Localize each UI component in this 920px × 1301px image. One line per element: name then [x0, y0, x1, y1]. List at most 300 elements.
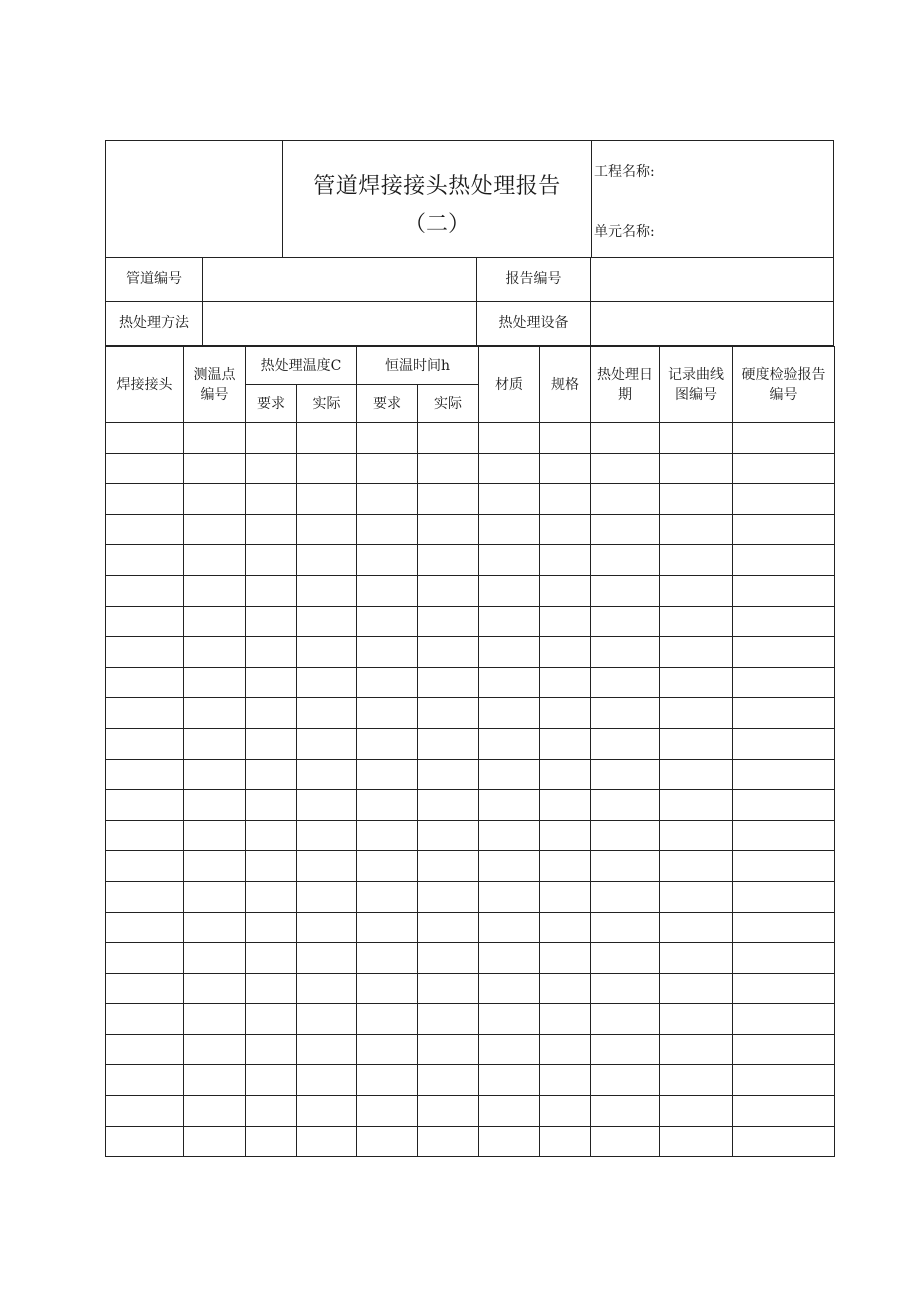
table-cell[interactable] — [479, 1096, 540, 1127]
table-cell[interactable] — [106, 484, 184, 515]
table-row — [106, 453, 835, 484]
table-cell[interactable] — [246, 851, 297, 882]
table-row — [106, 667, 835, 698]
table-cell[interactable] — [418, 912, 479, 943]
table-cell[interactable] — [479, 575, 540, 606]
table-cell[interactable] — [184, 545, 246, 576]
table-cell[interactable] — [106, 790, 184, 821]
report-no-label: 报告编号 — [505, 271, 562, 287]
table-cell[interactable] — [733, 1034, 835, 1065]
table-cell[interactable] — [246, 606, 297, 637]
table-cell[interactable] — [246, 1034, 297, 1065]
report-no-field[interactable] — [591, 258, 833, 301]
table-cell[interactable] — [479, 1065, 540, 1096]
table-cell[interactable] — [106, 973, 184, 1004]
table-cell[interactable] — [479, 606, 540, 637]
table-cell[interactable] — [246, 1126, 297, 1157]
heat-treatment-table — [105, 346, 835, 1157]
table-cell[interactable] — [184, 851, 246, 882]
table-cell[interactable] — [540, 728, 591, 759]
table-cell[interactable] — [540, 851, 591, 882]
table-cell[interactable] — [357, 423, 418, 454]
table-cell[interactable] — [733, 1065, 835, 1096]
table-cell[interactable] — [591, 667, 660, 698]
table-cell[interactable] — [733, 1096, 835, 1127]
table-cell[interactable] — [660, 1065, 733, 1096]
table-cell[interactable] — [660, 514, 733, 545]
table-cell[interactable] — [297, 1096, 357, 1127]
table-cell[interactable] — [246, 575, 297, 606]
col-date: 热处理日 期 — [591, 347, 660, 423]
table-cell[interactable] — [479, 423, 540, 454]
method-field[interactable] — [203, 302, 476, 345]
table-cell[interactable] — [297, 790, 357, 821]
table-cell[interactable] — [591, 1004, 660, 1035]
table-body — [106, 423, 835, 1157]
table-cell[interactable] — [246, 912, 297, 943]
table-cell[interactable] — [540, 912, 591, 943]
table-cell[interactable] — [479, 667, 540, 698]
table-cell[interactable] — [418, 881, 479, 912]
table-cell[interactable] — [660, 820, 733, 851]
table-cell[interactable] — [591, 1034, 660, 1065]
table-cell[interactable] — [106, 820, 184, 851]
table-cell[interactable] — [591, 790, 660, 821]
table-cell[interactable] — [246, 790, 297, 821]
table-cell[interactable] — [479, 728, 540, 759]
table-cell[interactable] — [246, 1004, 297, 1035]
table-cell[interactable] — [540, 484, 591, 515]
table-cell[interactable] — [479, 912, 540, 943]
report-header — [105, 140, 834, 258]
table-cell[interactable] — [184, 484, 246, 515]
table-cell[interactable] — [733, 912, 835, 943]
table-cell[interactable] — [540, 575, 591, 606]
table-cell[interactable] — [418, 1004, 479, 1035]
col-curve-no: 记录曲线 图编号 — [660, 347, 733, 423]
table-cell[interactable] — [660, 423, 733, 454]
pipe-no-field[interactable] — [203, 258, 476, 301]
table-cell[interactable] — [733, 453, 835, 484]
table-cell[interactable] — [106, 759, 184, 790]
table-cell[interactable] — [246, 484, 297, 515]
table-cell[interactable] — [297, 759, 357, 790]
table-cell[interactable] — [297, 1004, 357, 1035]
table-cell[interactable] — [591, 820, 660, 851]
table-cell[interactable] — [591, 912, 660, 943]
table-cell[interactable] — [540, 1004, 591, 1035]
table-row — [106, 698, 835, 729]
table-cell[interactable] — [106, 698, 184, 729]
table-cell[interactable] — [106, 851, 184, 882]
table-cell[interactable] — [357, 820, 418, 851]
table-cell[interactable] — [479, 851, 540, 882]
table-cell[interactable] — [297, 973, 357, 1004]
logo-area — [106, 141, 283, 257]
table-row — [106, 759, 835, 790]
table-cell[interactable] — [660, 484, 733, 515]
table-cell[interactable] — [357, 453, 418, 484]
table-cell[interactable] — [106, 1096, 184, 1127]
pipe-no-label: 管道编号 — [126, 271, 182, 287]
table-cell[interactable] — [660, 637, 733, 668]
table-cell[interactable] — [660, 943, 733, 974]
table-cell[interactable] — [297, 606, 357, 637]
col-measure-point-no: 测温点 编号 — [184, 347, 246, 423]
table-cell[interactable] — [660, 1096, 733, 1127]
table-cell[interactable] — [184, 1065, 246, 1096]
table-cell[interactable] — [479, 820, 540, 851]
table-cell[interactable] — [418, 637, 479, 668]
table-cell[interactable] — [591, 759, 660, 790]
table-cell[interactable] — [357, 606, 418, 637]
table-cell[interactable] — [184, 423, 246, 454]
table-cell[interactable] — [479, 790, 540, 821]
table-cell[interactable] — [297, 698, 357, 729]
table-cell[interactable] — [246, 943, 297, 974]
col-spec: 规格 — [540, 347, 591, 423]
table-cell[interactable] — [106, 728, 184, 759]
table-cell[interactable] — [660, 1004, 733, 1035]
table-cell[interactable] — [297, 943, 357, 974]
table-cell[interactable] — [297, 545, 357, 576]
table-cell[interactable] — [357, 1034, 418, 1065]
table-row — [106, 820, 835, 851]
table-cell[interactable] — [479, 484, 540, 515]
table-cell[interactable] — [297, 423, 357, 454]
table-cell[interactable] — [357, 790, 418, 821]
table-cell[interactable] — [184, 698, 246, 729]
table-cell[interactable] — [479, 698, 540, 729]
table-cell[interactable] — [184, 912, 246, 943]
table-cell[interactable] — [357, 1096, 418, 1127]
table-cell[interactable] — [418, 759, 479, 790]
table-cell[interactable] — [184, 606, 246, 637]
table-cell[interactable] — [357, 1126, 418, 1157]
table-cell[interactable] — [733, 667, 835, 698]
table-cell[interactable] — [479, 1004, 540, 1035]
table-cell[interactable] — [540, 514, 591, 545]
table-cell[interactable] — [106, 606, 184, 637]
table-cell[interactable] — [106, 453, 184, 484]
table-row — [106, 1065, 835, 1096]
table-cell[interactable] — [591, 1126, 660, 1157]
table-cell[interactable] — [184, 973, 246, 1004]
table-row — [106, 1004, 835, 1035]
table-cell[interactable] — [733, 1004, 835, 1035]
table-cell[interactable] — [540, 545, 591, 576]
table-cell[interactable] — [246, 1065, 297, 1096]
table-cell[interactable] — [733, 943, 835, 974]
table-cell[interactable] — [540, 606, 591, 637]
table-cell[interactable] — [184, 943, 246, 974]
table-cell[interactable] — [246, 545, 297, 576]
table-cell[interactable] — [184, 790, 246, 821]
table-cell[interactable] — [540, 790, 591, 821]
report-title: 管道焊接接头热处理报告 — [313, 174, 561, 199]
table-cell[interactable] — [540, 759, 591, 790]
table-cell[interactable] — [660, 575, 733, 606]
table-cell[interactable] — [479, 973, 540, 1004]
table-cell[interactable] — [297, 637, 357, 668]
table-cell[interactable] — [733, 637, 835, 668]
table-cell[interactable] — [418, 790, 479, 821]
col-weld-joint: 焊接接头 — [106, 347, 184, 423]
table-cell[interactable] — [357, 667, 418, 698]
table-row — [106, 851, 835, 882]
table-cell[interactable] — [540, 453, 591, 484]
table-row — [106, 973, 835, 1004]
col-material: 材质 — [479, 347, 540, 423]
table-cell[interactable] — [591, 943, 660, 974]
table-cell[interactable] — [297, 912, 357, 943]
table-cell[interactable] — [479, 759, 540, 790]
table-cell[interactable] — [418, 1096, 479, 1127]
col-hardness-no: 硬度检验报告 编号 — [733, 347, 835, 423]
table-row — [106, 423, 835, 454]
table-cell[interactable] — [660, 728, 733, 759]
table-cell[interactable] — [733, 881, 835, 912]
table-cell[interactable] — [591, 973, 660, 1004]
table-cell[interactable] — [479, 943, 540, 974]
table-cell[interactable] — [540, 820, 591, 851]
table-cell[interactable] — [297, 1065, 357, 1096]
table-cell[interactable] — [479, 881, 540, 912]
table-cell[interactable] — [184, 1004, 246, 1035]
table-cell[interactable] — [733, 514, 835, 545]
col-time-required: 要求 — [357, 385, 418, 423]
table-cell[interactable] — [733, 1126, 835, 1157]
table-cell[interactable] — [246, 514, 297, 545]
col-temp-required: 要求 — [246, 385, 297, 423]
table-cell[interactable] — [540, 1126, 591, 1157]
table-cell[interactable] — [297, 575, 357, 606]
table-cell[interactable] — [357, 851, 418, 882]
table-cell[interactable] — [418, 606, 479, 637]
table-cell[interactable] — [591, 484, 660, 515]
table-cell[interactable] — [479, 1126, 540, 1157]
table-cell[interactable] — [357, 1004, 418, 1035]
table-cell[interactable] — [733, 606, 835, 637]
table-cell[interactable] — [246, 1096, 297, 1127]
table-cell[interactable] — [479, 1034, 540, 1065]
table-cell[interactable] — [540, 1034, 591, 1065]
table-cell[interactable] — [418, 514, 479, 545]
table-cell[interactable] — [733, 759, 835, 790]
table-cell[interactable] — [106, 881, 184, 912]
table-cell[interactable] — [660, 790, 733, 821]
table-cell[interactable] — [106, 1065, 184, 1096]
table-cell[interactable] — [357, 728, 418, 759]
table-cell[interactable] — [357, 943, 418, 974]
table-cell[interactable] — [733, 545, 835, 576]
table-cell[interactable] — [418, 423, 479, 454]
table-cell[interactable] — [591, 1096, 660, 1127]
table-cell[interactable] — [106, 575, 184, 606]
table-cell[interactable] — [591, 575, 660, 606]
table-cell[interactable] — [297, 514, 357, 545]
table-cell[interactable] — [297, 820, 357, 851]
table-cell[interactable] — [660, 1126, 733, 1157]
table-cell[interactable] — [540, 423, 591, 454]
table-cell[interactable] — [106, 1004, 184, 1035]
table-cell[interactable] — [733, 820, 835, 851]
table-cell[interactable] — [246, 423, 297, 454]
table-cell[interactable] — [106, 943, 184, 974]
table-cell[interactable] — [479, 453, 540, 484]
table-cell[interactable] — [733, 851, 835, 882]
table-cell[interactable] — [357, 575, 418, 606]
table-cell[interactable] — [184, 881, 246, 912]
table-cell[interactable] — [357, 759, 418, 790]
table-cell[interactable] — [591, 606, 660, 637]
table-cell[interactable] — [591, 851, 660, 882]
table-cell[interactable] — [540, 881, 591, 912]
table-cell[interactable] — [418, 1126, 479, 1157]
table-cell[interactable] — [246, 973, 297, 1004]
table-cell[interactable] — [591, 545, 660, 576]
table-cell[interactable] — [184, 453, 246, 484]
table-cell[interactable] — [357, 545, 418, 576]
equipment-label: 热处理设备 — [498, 315, 569, 331]
table-cell[interactable] — [591, 728, 660, 759]
table-cell[interactable] — [418, 545, 479, 576]
table-cell[interactable] — [660, 698, 733, 729]
table-cell[interactable] — [479, 514, 540, 545]
table-cell[interactable] — [418, 453, 479, 484]
table-cell[interactable] — [184, 728, 246, 759]
table-cell[interactable] — [660, 453, 733, 484]
table-row — [106, 575, 835, 606]
col-temp-actual: 实际 — [297, 385, 357, 423]
table-cell[interactable] — [184, 759, 246, 790]
table-cell[interactable] — [357, 1065, 418, 1096]
table-cell[interactable] — [246, 698, 297, 729]
table-cell[interactable] — [106, 514, 184, 545]
table-cell[interactable] — [733, 698, 835, 729]
table-cell[interactable] — [297, 1126, 357, 1157]
table-cell[interactable] — [357, 698, 418, 729]
table-cell[interactable] — [540, 1065, 591, 1096]
table-cell[interactable] — [591, 637, 660, 668]
table-cell[interactable] — [660, 1034, 733, 1065]
table-cell[interactable] — [106, 1034, 184, 1065]
table-cell[interactable] — [418, 943, 479, 974]
table-cell[interactable] — [591, 514, 660, 545]
table-cell[interactable] — [540, 1096, 591, 1127]
table-cell[interactable] — [733, 728, 835, 759]
table-cell[interactable] — [297, 453, 357, 484]
table-cell[interactable] — [297, 1034, 357, 1065]
table-cell[interactable] — [246, 759, 297, 790]
table-cell[interactable] — [357, 514, 418, 545]
table-cell[interactable] — [733, 423, 835, 454]
table-cell[interactable] — [418, 698, 479, 729]
table-cell[interactable] — [184, 1034, 246, 1065]
table-cell[interactable] — [184, 667, 246, 698]
table-cell[interactable] — [418, 575, 479, 606]
table-cell[interactable] — [733, 790, 835, 821]
table-cell[interactable] — [418, 851, 479, 882]
table-cell[interactable] — [418, 820, 479, 851]
table-cell[interactable] — [297, 484, 357, 515]
table-cell[interactable] — [479, 637, 540, 668]
table-cell[interactable] — [246, 881, 297, 912]
table-cell[interactable] — [733, 973, 835, 1004]
table-cell[interactable] — [660, 667, 733, 698]
table-row — [106, 790, 835, 821]
table-cell[interactable] — [297, 728, 357, 759]
table-cell[interactable] — [106, 637, 184, 668]
table-cell[interactable] — [184, 575, 246, 606]
table-cell[interactable] — [418, 1065, 479, 1096]
table-cell[interactable] — [357, 637, 418, 668]
table-cell[interactable] — [184, 514, 246, 545]
table-cell[interactable] — [660, 606, 733, 637]
table-cell[interactable] — [357, 881, 418, 912]
table-cell[interactable] — [246, 637, 297, 668]
table-cell[interactable] — [540, 973, 591, 1004]
table-cell[interactable] — [591, 1065, 660, 1096]
table-cell[interactable] — [297, 881, 357, 912]
table-cell[interactable] — [540, 943, 591, 974]
table-cell[interactable] — [106, 667, 184, 698]
table-cell[interactable] — [246, 453, 297, 484]
table-cell[interactable] — [591, 453, 660, 484]
table-cell[interactable] — [246, 667, 297, 698]
table-cell[interactable] — [660, 759, 733, 790]
table-cell[interactable] — [591, 423, 660, 454]
table-cell[interactable] — [357, 912, 418, 943]
table-cell[interactable] — [357, 973, 418, 1004]
table-cell[interactable] — [540, 698, 591, 729]
table-cell[interactable] — [540, 667, 591, 698]
info-row-1 — [105, 258, 834, 302]
table-cell[interactable] — [297, 667, 357, 698]
table-cell[interactable] — [106, 912, 184, 943]
table-cell[interactable] — [246, 820, 297, 851]
table-cell[interactable] — [540, 637, 591, 668]
table-cell[interactable] — [479, 545, 540, 576]
table-cell[interactable] — [246, 728, 297, 759]
table-cell[interactable] — [106, 423, 184, 454]
table-cell[interactable] — [660, 851, 733, 882]
table-cell[interactable] — [184, 1126, 246, 1157]
table-cell[interactable] — [184, 637, 246, 668]
table-cell[interactable] — [184, 820, 246, 851]
table-cell[interactable] — [357, 484, 418, 515]
table-cell[interactable] — [660, 545, 733, 576]
table-cell[interactable] — [733, 484, 835, 515]
table-cell[interactable] — [418, 484, 479, 515]
table-cell[interactable] — [418, 973, 479, 1004]
table-cell[interactable] — [660, 881, 733, 912]
table-cell[interactable] — [660, 973, 733, 1004]
table-cell[interactable] — [591, 881, 660, 912]
table-cell[interactable] — [733, 575, 835, 606]
table-row — [106, 484, 835, 515]
table-cell[interactable] — [184, 1096, 246, 1127]
table-cell[interactable] — [106, 1126, 184, 1157]
table-cell[interactable] — [591, 698, 660, 729]
table-cell[interactable] — [418, 1034, 479, 1065]
equipment-field[interactable] — [591, 302, 833, 345]
table-cell[interactable] — [418, 667, 479, 698]
table-cell[interactable] — [297, 851, 357, 882]
table-cell[interactable] — [418, 728, 479, 759]
table-cell[interactable] — [106, 545, 184, 576]
table-cell[interactable] — [660, 912, 733, 943]
